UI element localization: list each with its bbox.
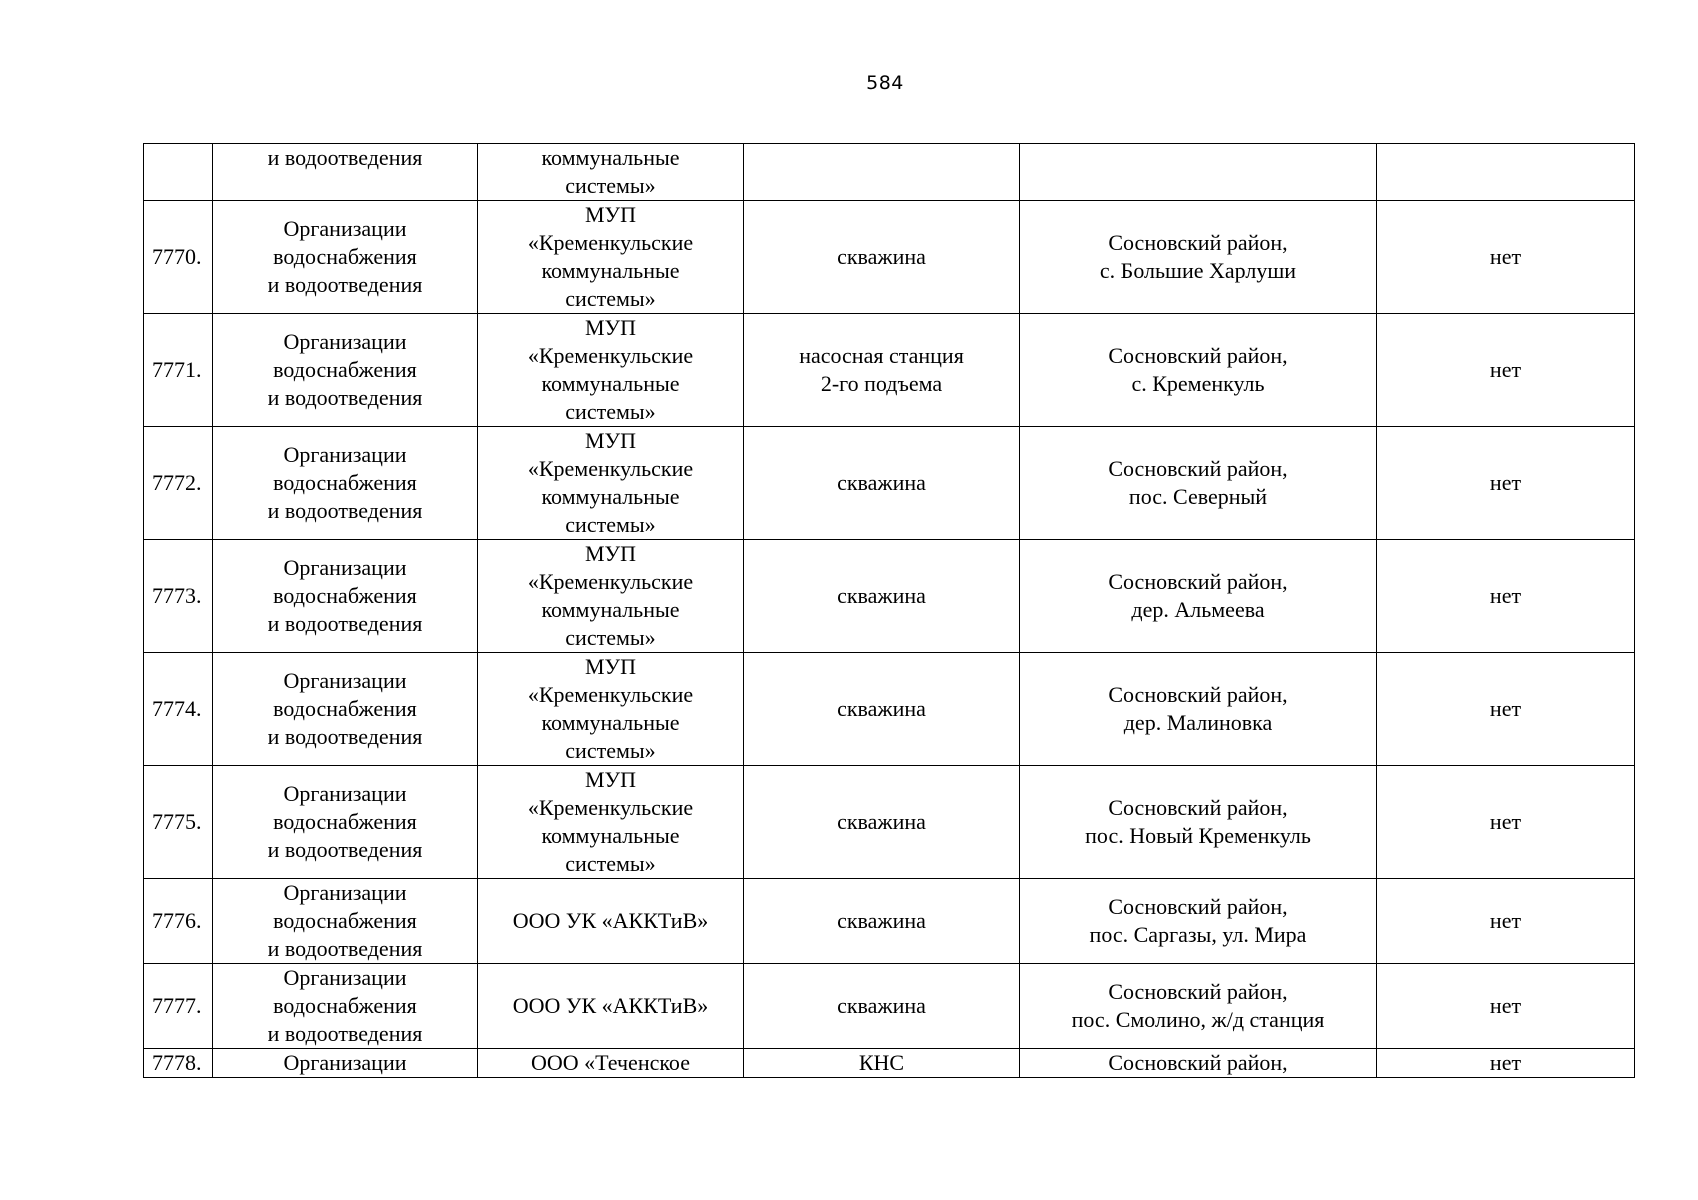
table-row (144, 879, 1635, 964)
object-type: скважина (744, 964, 1020, 1049)
flag-value: нет (1377, 879, 1635, 964)
organization-type: Организации водоснабжения и водоотведения (213, 427, 478, 540)
table-row (144, 314, 1635, 427)
object-type: скважина (744, 653, 1020, 766)
row-number: 7776. (144, 879, 213, 964)
table-row (144, 964, 1635, 1049)
organization-name: МУП «Кременкульские коммунальные системы» (478, 766, 744, 879)
object-type: скважина (744, 766, 1020, 879)
object-type: скважина (744, 879, 1020, 964)
row-number: 7778. (144, 1049, 213, 1078)
organization-name: МУП «Кременкульские коммунальные системы» (478, 427, 744, 540)
flag-value: нет (1377, 653, 1635, 766)
object-address: Сосновский район, пос. Новый Кременкуль (1020, 766, 1377, 879)
flag-value: нет (1377, 766, 1635, 879)
flag-value: нет (1377, 201, 1635, 314)
table-row (144, 540, 1635, 653)
organization-type: Организации водоснабжения и водоотведения (213, 653, 478, 766)
flag-value: нет (1377, 1049, 1635, 1078)
page-number: 584 (866, 72, 904, 94)
organization-type: Организации (213, 1049, 478, 1078)
organization-name: МУП «Кременкульские коммунальные системы» (478, 653, 744, 766)
organization-type: Организации водоснабжения и водоотведения (213, 540, 478, 653)
table-row (144, 427, 1635, 540)
object-address (1020, 144, 1377, 201)
object-address: Сосновский район, дер. Малиновка (1020, 653, 1377, 766)
organization-type: Организации водоснабжения и водоотведения (213, 201, 478, 314)
object-type: скважина (744, 540, 1020, 653)
organization-type: Организации водоснабжения и водоотведения (213, 964, 478, 1049)
object-address: Сосновский район, пос. Саргазы, ул. Мира (1020, 879, 1377, 964)
registry-table (143, 143, 1635, 1078)
object-type: скважина (744, 201, 1020, 314)
row-number: 7774. (144, 653, 213, 766)
object-type: насосная станция 2-го подъема (744, 314, 1020, 427)
flag-value: нет (1377, 314, 1635, 427)
table-row (144, 766, 1635, 879)
flag-value: нет (1377, 540, 1635, 653)
object-address: Сосновский район, (1020, 1049, 1377, 1078)
organization-name: ООО УК «АККТиВ» (478, 879, 744, 964)
organization-name: МУП «Кременкульские коммунальные системы» (478, 314, 744, 427)
object-type: скважина (744, 427, 1020, 540)
object-type (744, 144, 1020, 201)
object-address: Сосновский район, пос. Смолино, ж/д станция (1020, 964, 1377, 1049)
organization-type: и водоотведения (213, 144, 478, 201)
row-number: 7770. (144, 201, 213, 314)
object-address: Сосновский район, с. Большие Харлуши (1020, 201, 1377, 314)
organization-type: Организации водоснабжения и водоотведения (213, 879, 478, 964)
row-number: 7772. (144, 427, 213, 540)
flag-value: нет (1377, 427, 1635, 540)
row-number: 7771. (144, 314, 213, 427)
flag-value (1377, 144, 1635, 201)
object-address: Сосновский район, с. Кременкуль (1020, 314, 1377, 427)
table-row (144, 653, 1635, 766)
organization-name: МУП «Кременкульские коммунальные системы» (478, 540, 744, 653)
row-number: 7775. (144, 766, 213, 879)
row-number (144, 144, 213, 201)
organization-name: МУП «Кременкульские коммунальные системы» (478, 201, 744, 314)
row-number: 7773. (144, 540, 213, 653)
table-row (144, 144, 1635, 201)
table-row (144, 1049, 1635, 1078)
table-row (144, 201, 1635, 314)
row-number: 7777. (144, 964, 213, 1049)
organization-name: ООО «Теченское (478, 1049, 744, 1078)
organization-name: коммунальные системы» (478, 144, 744, 201)
organization-type: Организации водоснабжения и водоотведения (213, 766, 478, 879)
organization-type: Организации водоснабжения и водоотведения (213, 314, 478, 427)
flag-value: нет (1377, 964, 1635, 1049)
organization-name: ООО УК «АККТиВ» (478, 964, 744, 1049)
object-type: КНС (744, 1049, 1020, 1078)
object-address: Сосновский район, дер. Альмеева (1020, 540, 1377, 653)
object-address: Сосновский район, пос. Северный (1020, 427, 1377, 540)
